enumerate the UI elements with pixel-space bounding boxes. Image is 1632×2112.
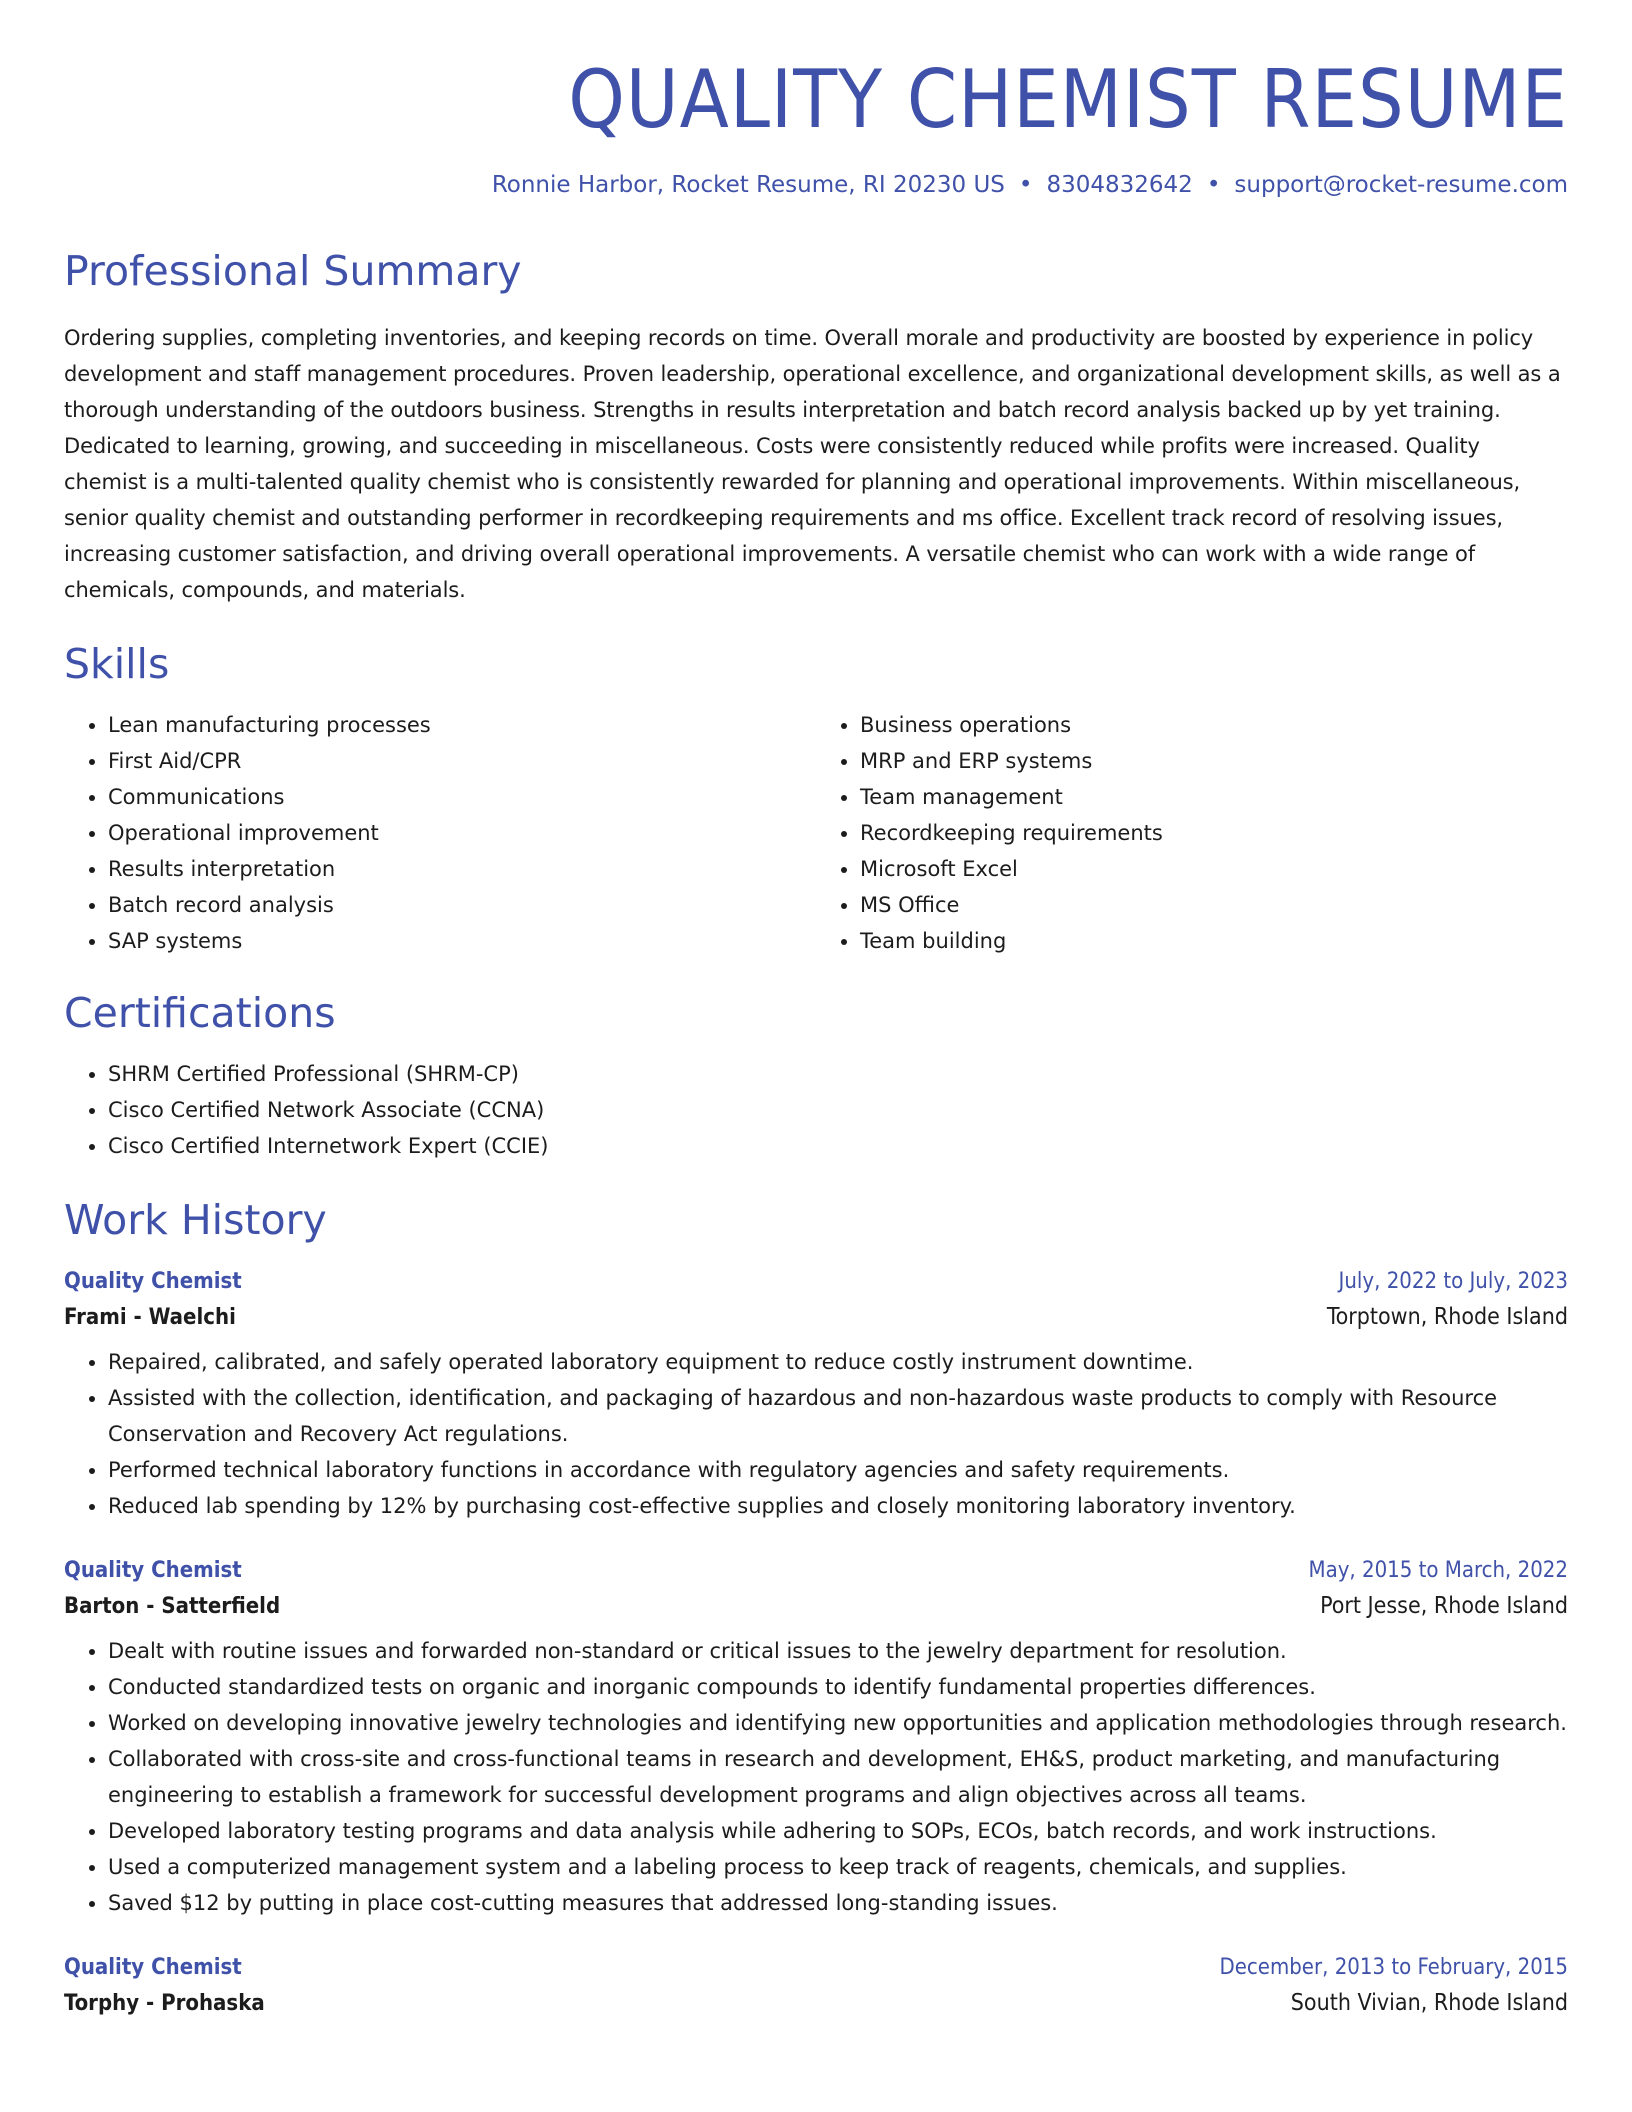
job-company: Torphy - Prohaska <box>64 1991 265 2016</box>
skill-item: • Batch record analysis <box>108 887 816 923</box>
job-bullet: • Worked on developing innovative jewelry technologies and identifying new opportunities and application methodologies through research. <box>108 1705 1568 1741</box>
skill-item: • Team building <box>860 923 1568 959</box>
skill-item: • First Aid/CPR <box>108 743 816 779</box>
job-entry <box>64 1558 1568 1921</box>
job-dates: December, 2013 to February, 2015 <box>1219 1955 1568 1980</box>
job-title: Quality Chemist <box>64 1558 242 1583</box>
job-bullet: • Reduced lab spending by 12% by purchasing cost-effective supplies and closely monitoring laboratory inventory. <box>108 1488 1568 1524</box>
skills-list-right <box>816 707 1568 959</box>
skill-item: • MS Office <box>860 887 1568 923</box>
job-subheader <box>64 1593 1568 1619</box>
job-bullets <box>64 1633 1568 1921</box>
contact-email[interactable]: support@rocket-resume.com <box>1234 172 1568 198</box>
skill-item: • Results interpretation <box>108 851 816 887</box>
job-location: Torptown, Rhode Island <box>1326 1304 1568 1330</box>
resume-page <box>64 0 1568 2016</box>
skill-item: • Operational improvement <box>108 815 816 851</box>
job-subheader <box>64 1304 1568 1330</box>
job-bullet: • Used a computerized management system and a labeling process to keep track of reagents, chemicals, and supplies. <box>108 1849 1568 1885</box>
job-header <box>64 1558 1568 1583</box>
contact-line <box>64 174 1568 197</box>
job-subheader <box>64 1990 1568 2016</box>
certifications-list <box>64 1056 1568 1164</box>
job-header <box>64 1955 1568 1980</box>
skill-item: • Microsoft Excel <box>860 851 1568 887</box>
job-bullet: • Collaborated with cross-site and cross-functional teams in research and development, EH&S, product marketing, and manufacturing engineering to establish a framework for successful development programs and align objectives across all teams. <box>108 1741 1568 1813</box>
skills-grid <box>64 707 1568 959</box>
skills-list-left <box>64 707 816 959</box>
certifications-heading: Certifications <box>64 989 336 1037</box>
job-bullet: • Dealt with routine issues and forwarded non-standard or critical issues to the jewelry department for resolution. <box>108 1633 1568 1669</box>
skill-item: • SAP systems <box>108 923 816 959</box>
job-header <box>64 1269 1568 1294</box>
job-dates: July, 2022 to July, 2023 <box>1338 1269 1568 1294</box>
skill-item: • Team management <box>860 779 1568 815</box>
job-location: South Vivian, Rhode Island <box>1290 1990 1568 2016</box>
job-bullet: • Performed technical laboratory functions in accordance with regulatory agencies and safety requirements. <box>108 1452 1568 1488</box>
job-title: Quality Chemist <box>64 1269 242 1294</box>
resume-title: QUALITY CHEMIST RESUME <box>568 53 1568 146</box>
skill-item: • Communications <box>108 779 816 815</box>
job-company: Frami - Waelchi <box>64 1305 236 1330</box>
job-bullet: • Developed laboratory testing programs and data analysis while adhering to SOPs, ECOs, batch records, and work instructions. <box>108 1813 1568 1849</box>
work-history-heading: Work History <box>64 1196 327 1244</box>
job-bullet: • Assisted with the collection, identification, and packaging of hazardous and non-hazardous waste products to comply with Resource Conservation and Recovery Act regulations. <box>108 1380 1568 1452</box>
contact-phone: 8304832642 <box>1046 172 1193 198</box>
contact-separator: • <box>1206 172 1221 198</box>
job-company: Barton - Satterfield <box>64 1594 281 1619</box>
job-bullet: • Saved $12 by putting in place cost-cutting measures that addressed long-standing issues. <box>108 1885 1568 1921</box>
certification-item: • Cisco Certified Internetwork Expert (CCIE) <box>108 1128 1568 1164</box>
skill-item: • MRP and ERP systems <box>860 743 1568 779</box>
skill-item: • Recordkeeping requirements <box>860 815 1568 851</box>
summary-heading: Professional Summary <box>64 247 522 295</box>
job-entry <box>64 1269 1568 1524</box>
job-bullets <box>64 1344 1568 1524</box>
job-dates: May, 2015 to March, 2022 <box>1308 1558 1568 1583</box>
job-bullet: • Repaired, calibrated, and safely operated laboratory equipment to reduce costly instrument downtime. <box>108 1344 1568 1380</box>
job-location: Port Jesse, Rhode Island <box>1320 1593 1568 1619</box>
certification-item: • Cisco Certified Network Associate (CCNA) <box>108 1092 1568 1128</box>
certification-item: • SHRM Certified Professional (SHRM-CP) <box>108 1056 1568 1092</box>
skill-item: • Lean manufacturing processes <box>108 707 816 743</box>
job-bullet: • Conducted standardized tests on organic and inorganic compounds to identify fundamental properties differences. <box>108 1669 1568 1705</box>
summary-text: Ordering supplies, completing inventories, and keeping records on time. Overall morale and productivity are boosted by experience in policy development and staff management procedures. Proven leadership, operational excellence, and organizational development skills, as well as a thorough understanding of the outdoors business. Strengths in results interpretation and batch record analysis backed up by yet training. Dedicated to learning, growing, and succeeding in miscellaneous. Costs were consistently reduced while profits were increased. Quality chemist is a multi-talented quality chemist who is consistently rewarded for planning and operational improvements. Within miscellaneous, senior quality chemist and outstanding performer in recordkeeping requirements and ms office. Excellent track record of resolving issues, increasing customer satisfaction, and driving overall operational improvements. A versatile chemist who can work with a wide range of chemicals, compounds, and materials. <box>64 326 1561 602</box>
job-entry <box>64 1955 1568 2016</box>
job-title: Quality Chemist <box>64 1955 242 1980</box>
skills-heading: Skills <box>64 640 170 688</box>
contact-address: Ronnie Harbor, Rocket Resume, RI 20230 US <box>491 172 1005 198</box>
contact-separator: • <box>1018 172 1033 198</box>
skill-item: • Business operations <box>860 707 1568 743</box>
